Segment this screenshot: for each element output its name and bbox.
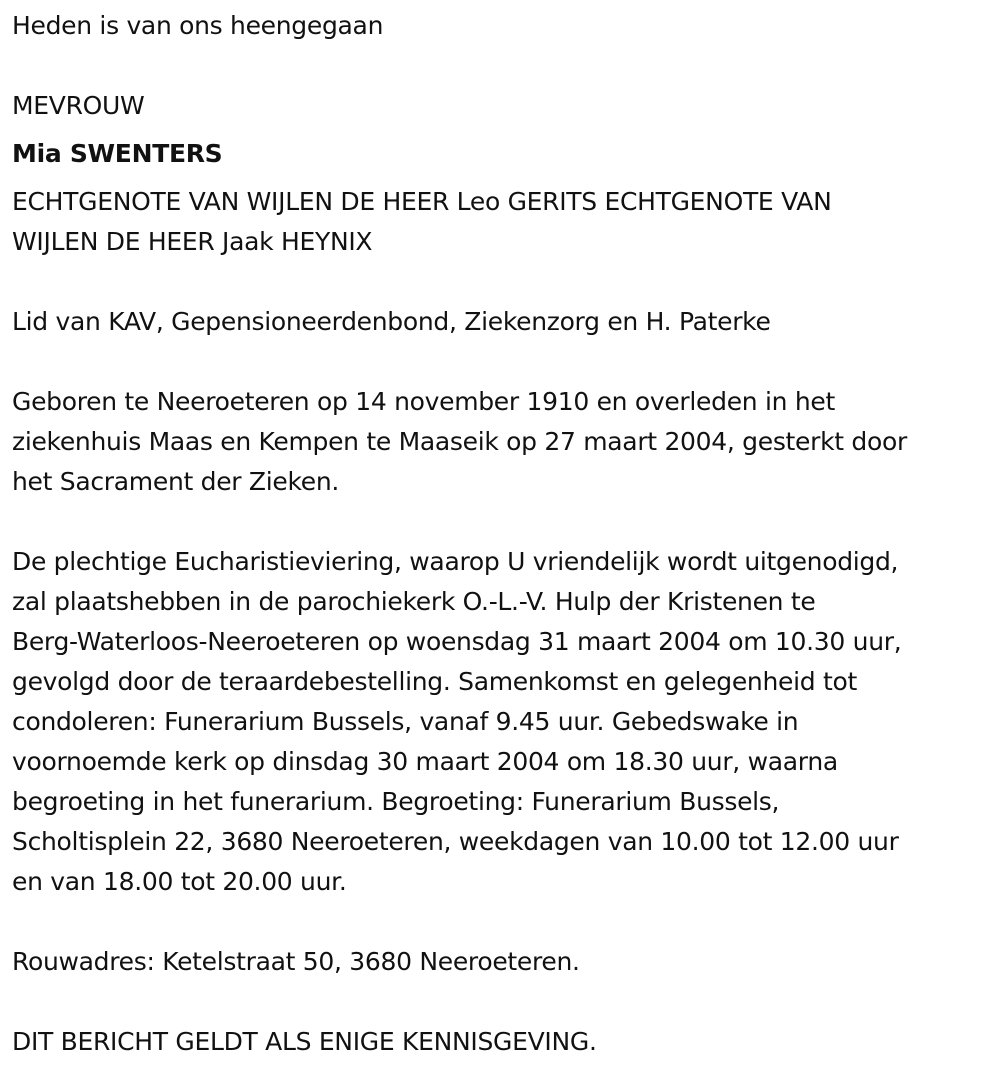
ceremony-line: voornoemde kerk op dinsdag 30 maart 2004 om 18.30 uur, waarna [12,747,838,776]
birth-death-line: het Sacrament der Zieken. [12,467,340,496]
ceremony-line: en van 18.00 tot 20.00 uur. [12,867,347,896]
closing-text: DIT BERICHT GELDT ALS ENIGE KENNISGEVING. [12,1027,597,1056]
ceremony-line: Scholtisplein 22, 3680 Neeroeteren, weekdagen van 10.00 tot 12.00 uur [12,827,899,856]
ceremony-line: gevolgd door de teraardebestelling. Samenkomst en gelegenheid tot [12,667,857,696]
birth-death-line: ziekenhuis Maas en Kempen te Maaseik op 27 maart 2004, gesterkt door [12,427,907,456]
ceremony-line: zal plaatshebben in de parochiekerk O.-L.-V. Hulp der Kristenen te [12,587,816,616]
honorific: MEVROUW [12,91,145,120]
spouse-line: WIJLEN DE HEER Jaak HEYNIX [12,227,373,256]
spouse-line: ECHTGENOTE VAN WIJLEN DE HEER Leo GERITS ECHTGENOTE VAN [12,187,832,216]
ceremony-line: De plechtige Eucharistieviering, waarop U vriendelijk wordt uitgenodigd, [12,547,899,576]
intro-text: Heden is van ons heengegaan [12,11,384,40]
ceremony-line: begroeting in het funerarium. Begroeting: Funerarium Bussels, [12,787,780,816]
mourning-address: Rouwadres: Ketelstraat 50, 3680 Neeroeteren. [12,947,580,976]
ceremony-line: condoleren: Funerarium Bussels, vanaf 9.45 uur. Gebedswake in [12,707,799,736]
ceremony-line: Berg-Waterloos-Neeroeteren op woensdag 31 maart 2004 om 10.30 uur, [12,627,902,656]
deceased-name: Mia SWENTERS [12,139,223,168]
birth-death-line: Geboren te Neeroeteren op 14 november 1910 en overleden in het [12,387,835,416]
membership-text: Lid van KAV, Gepensioneerdenbond, Ziekenzorg en H. Paterke [12,307,771,336]
